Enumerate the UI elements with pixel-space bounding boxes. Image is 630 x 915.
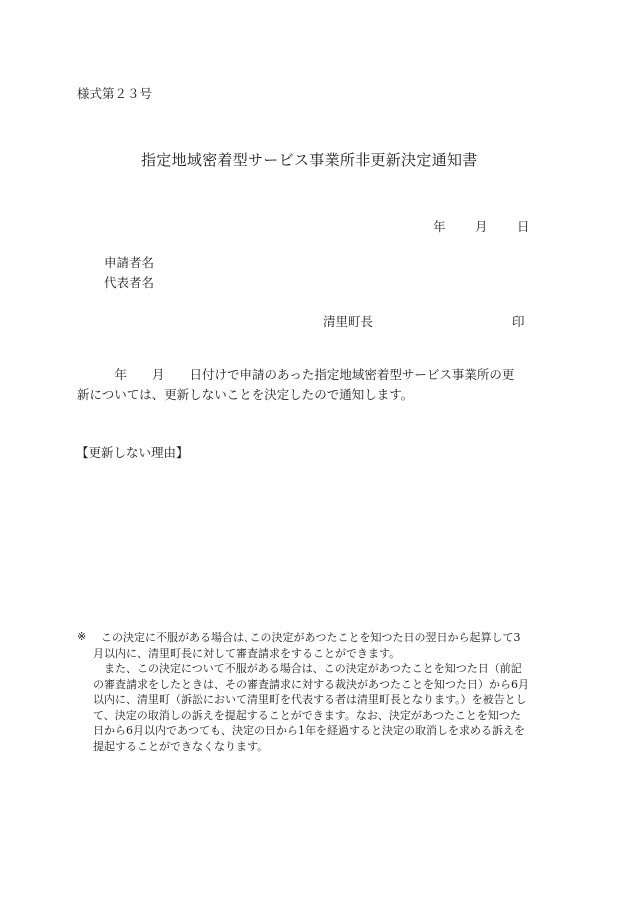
date-day-label: 日 bbox=[517, 219, 530, 234]
notice-body bbox=[77, 365, 555, 405]
reason-heading: 【更新しない理由】 bbox=[76, 445, 189, 460]
seal-mark: 印 bbox=[512, 314, 525, 329]
notice-body-line-1: 年 月 日付けで申請のあった指定地域密着型サービス事業所の更 bbox=[77, 367, 515, 382]
note-line-4: の審査請求をしたときは、その審査請求に対する裁決があつたことを知つた日）から6月 bbox=[93, 677, 529, 691]
note-line-5: 以内に、清里町（訴訟において清里町を代表する者は清里町長となります。）を被告とし bbox=[93, 693, 527, 706]
document-title: 指定地域密着型サービス事業所非更新決定通知書 bbox=[141, 151, 478, 169]
date-month-label: 月 bbox=[475, 219, 488, 234]
note-mark: ※ bbox=[77, 630, 87, 643]
note-line-7: 日から6月以内であつても、決定の日から1年を経過すると決定の取消しを求める訴えを bbox=[93, 724, 525, 737]
date-line bbox=[433, 217, 530, 235]
appeal-note bbox=[93, 630, 553, 754]
issuer-name: 清里町長 bbox=[323, 314, 374, 329]
date-year-label: 年 bbox=[433, 219, 446, 234]
note-line-2: 月以内に、清里町長に対して審査請求をすることができます。 bbox=[93, 646, 401, 660]
note-line-6: て、決定の取消しの訴えを提起することができます。なお、決定があつたことを知つた bbox=[93, 708, 521, 722]
representative-name-label: 代表者名 bbox=[104, 275, 155, 290]
applicant-block bbox=[104, 253, 154, 293]
notice-body-line-2: 新については、更新しないことを決定したので通知します。 bbox=[77, 387, 414, 402]
note-line-8: 提起することができなくなります。 bbox=[93, 739, 269, 753]
note-line-3: また、この決定について不服がある場合は、この決定があつたことを知つた日（前記 bbox=[93, 662, 522, 675]
note-line-1: この決定に不服がある場合は､この決定があつたことを知つた日の翌日から起算して3 bbox=[101, 631, 521, 644]
form-number: 様式第２３号 bbox=[77, 86, 153, 101]
applicant-name-label: 申請者名 bbox=[104, 255, 155, 270]
